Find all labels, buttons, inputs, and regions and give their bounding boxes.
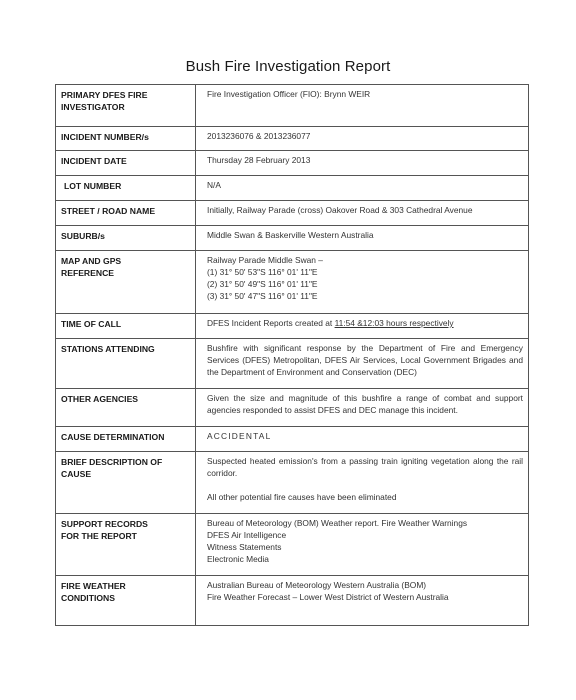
label-line: FOR THE REPORT [61, 531, 137, 541]
row-other-agencies [56, 389, 529, 427]
label-line: PRIMARY DFES FIRE [61, 90, 148, 100]
value-suburb: Middle Swan & Baskerville Western Australia [196, 226, 529, 251]
label-incident-date: INCIDENT DATE [56, 151, 196, 176]
value-investigator: Fire Investigation Officer (FIO): Brynn WEIR [196, 85, 529, 127]
gps-line: Railway Parade Middle Swan – [207, 255, 323, 265]
row-suburb [56, 226, 529, 251]
value-cause: ACCIDENTAL [196, 427, 529, 452]
label-line: CAUSE [61, 469, 92, 479]
value-stations: Bushfire with significant response by the Department of Fire and Emergency Services (DFES) Metropolitan, DFES Air Services, Local Government Brigades and the Department of Environment and Conservation (DEC) [196, 339, 529, 389]
value-support-records [196, 514, 529, 576]
label-fire-weather [56, 576, 196, 626]
label-incident-numbers: INCIDENT NUMBER/s [56, 127, 196, 151]
time-of-call-times: 11:54 &12:03 hours respectively [334, 318, 454, 328]
value-brief-description [196, 452, 529, 514]
value-time-of-call [196, 314, 529, 339]
label-other-agencies: OTHER AGENCIES [56, 389, 196, 427]
label-line: BRIEF DESCRIPTION OF [61, 457, 163, 467]
row-map-gps [56, 251, 529, 314]
fire-weather-line: Australian Bureau of Meteorology Western Australia (BOM) [207, 580, 427, 590]
value-incident-date: Thursday 28 February 2013 [196, 151, 529, 176]
label-stations: STATIONS ATTENDING [56, 339, 196, 389]
row-support-records [56, 514, 529, 576]
row-street [56, 201, 529, 226]
row-investigator [56, 85, 529, 127]
fire-weather-line: Fire Weather Forecast – Lower West District of Western Australia [207, 592, 449, 602]
row-brief-description [56, 452, 529, 514]
label-line: REFERENCE [61, 268, 115, 278]
label-cause: CAUSE DETERMINATION [56, 427, 196, 452]
support-record-item: Witness Statements [207, 542, 282, 552]
label-investigator [56, 85, 196, 127]
value-incident-numbers: 2013236076 & 2013236077 [196, 127, 529, 151]
support-record-item: DFES Air Intelligence [207, 530, 287, 540]
brief-description-para: Suspected heated emission's from a passing train igniting vegetation along the rail corridor. [207, 456, 523, 478]
support-record-item: Electronic Media [207, 554, 269, 564]
label-time-of-call: TIME OF CALL [56, 314, 196, 339]
row-time-of-call [56, 314, 529, 339]
row-cause [56, 427, 529, 452]
label-line: SUPPORT RECORDS [61, 519, 148, 529]
value-lot-number: N/A [196, 176, 529, 201]
time-of-call-prefix: DFES Incident Reports created at [207, 318, 335, 328]
support-record-item: Bureau of Meteorology (BOM) Weather report. Fire Weather Warnings [207, 518, 468, 528]
label-line: INVESTIGATOR [61, 102, 125, 112]
row-stations [56, 339, 529, 389]
label-map-gps [56, 251, 196, 314]
label-line: CONDITIONS [61, 593, 115, 603]
value-map-gps [196, 251, 529, 314]
paragraph-gap [207, 479, 523, 491]
report-title: Bush Fire Investigation Report [185, 58, 391, 75]
gps-line: (2) 31° 50' 49"S 116° 01' 11"E [207, 279, 318, 289]
label-suburb: SUBURB/s [56, 226, 196, 251]
gps-line: (3) 31° 50' 47"S 116° 01' 11"E [207, 291, 318, 301]
label-street: STREET / ROAD NAME [56, 201, 196, 226]
row-fire-weather [56, 576, 529, 626]
label-line: MAP AND GPS [61, 256, 122, 266]
label-support-records [56, 514, 196, 576]
brief-description-para: All other potential fire causes have been eliminated [207, 492, 397, 502]
value-street: Initially, Railway Parade (cross) Oakover Road & 303 Cathedral Avenue [196, 201, 529, 226]
value-fire-weather [196, 576, 529, 626]
label-brief-description [56, 452, 196, 514]
value-other-agencies: Given the size and magnitude of this bushfire a range of combat and support agencies responded to assist DFES and DEC manage this incident. [196, 389, 529, 427]
report-table [55, 84, 529, 626]
label-line: FIRE WEATHER [61, 581, 126, 591]
label-lot-number: LOT NUMBER [56, 176, 196, 201]
row-incident-date [56, 151, 529, 176]
row-lot-number [56, 176, 529, 201]
gps-line: (1) 31° 50' 53"S 116° 01' 11"E [207, 267, 318, 277]
row-incident-numbers [56, 127, 529, 151]
